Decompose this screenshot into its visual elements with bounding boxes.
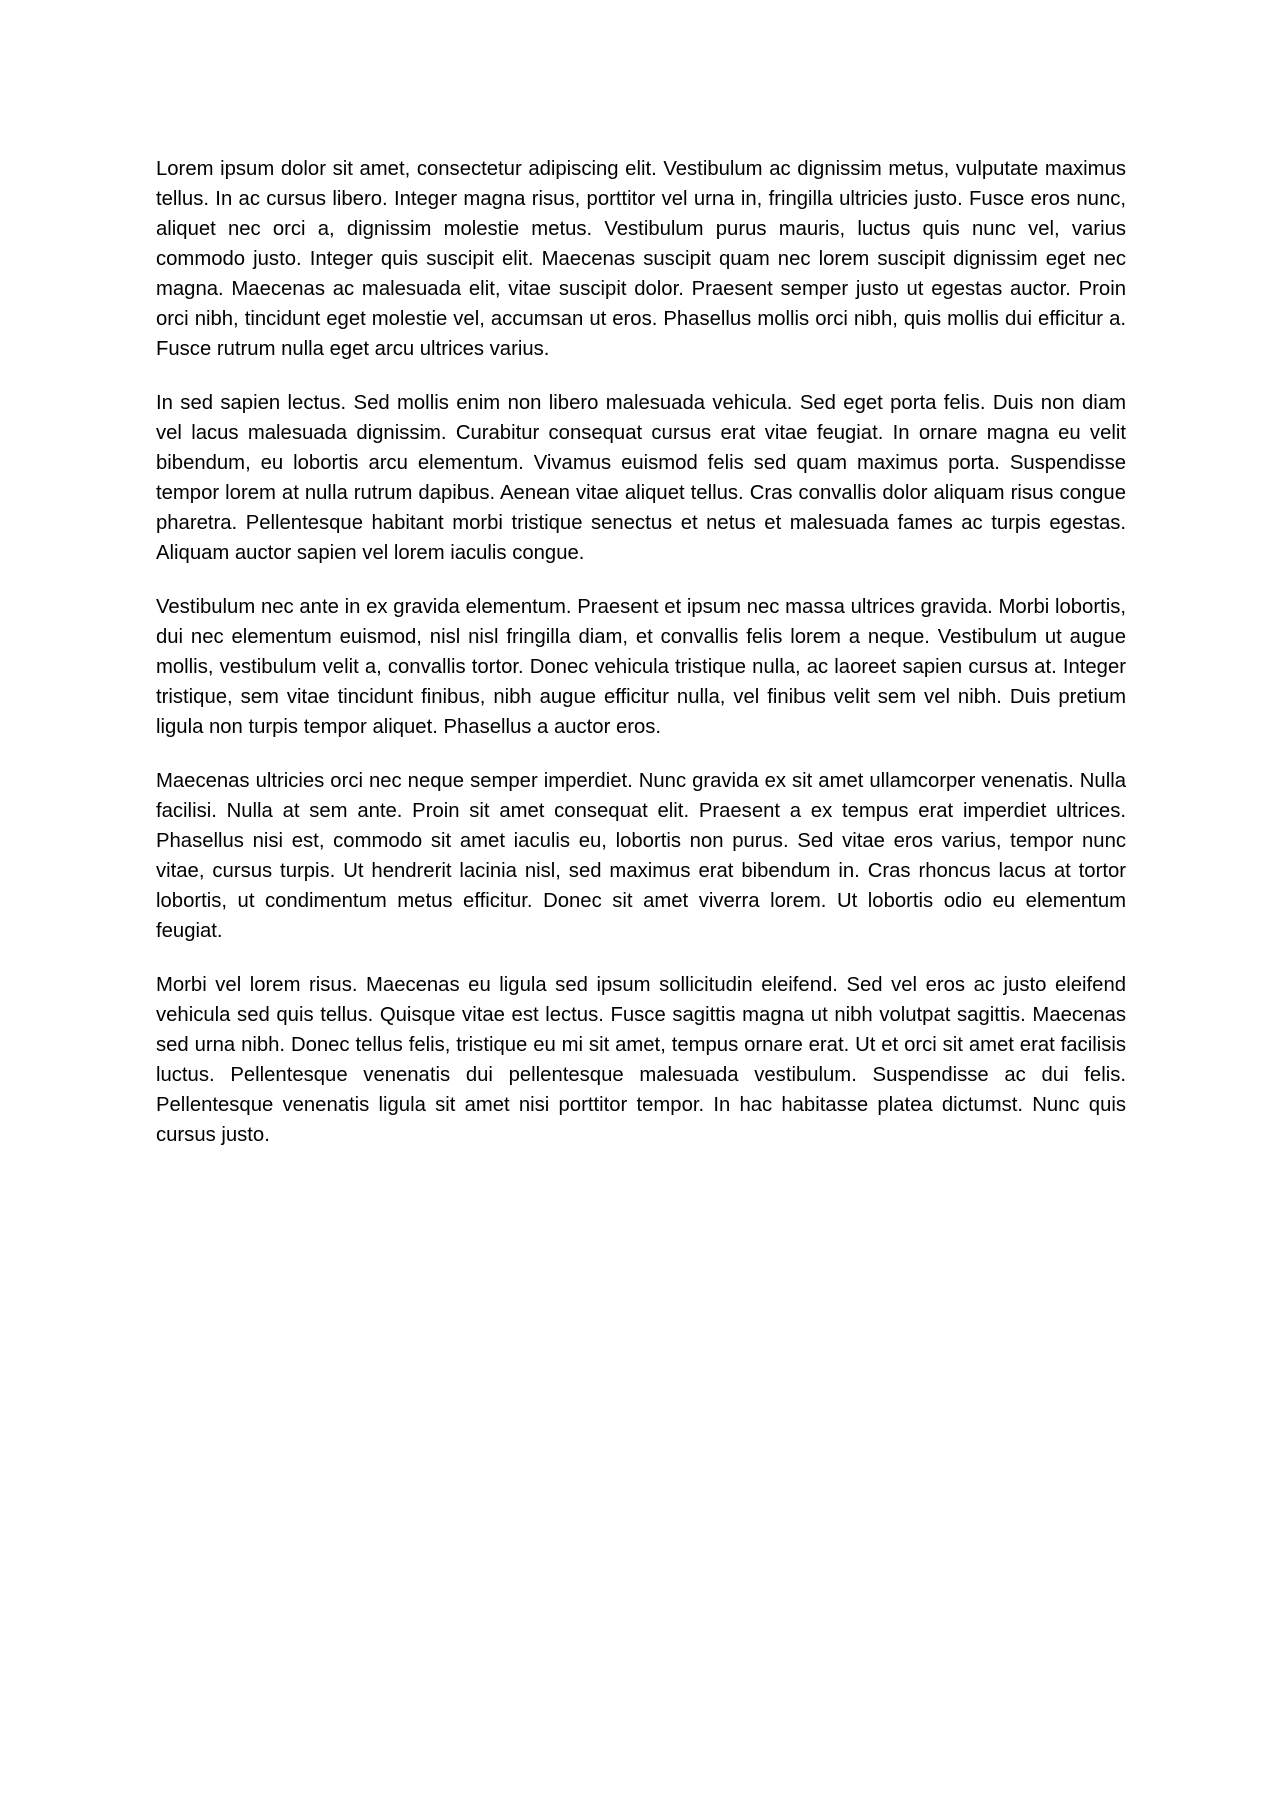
paragraph-3: Vestibulum nec ante in ex gravida elementum. Praesent et ipsum nec massa ultrices gravida. Morbi lobortis, dui nec elementum euismod, nisl nisl fringilla diam, et convallis felis lorem a neque. Vestibulum ut augue mollis, vestibulum velit a, convallis tortor. Donec vehicula tristique nulla, ac laoreet sapien cursus at. Integer tristique, sem vitae tincidunt finibus, nibh augue efficitur nulla, vel finibus velit sem vel nibh. Duis pretium ligula non turpis tempor aliquet. Phasellus a auctor eros. xyxy=(156,596,1126,738)
paragraph-4: Maecenas ultricies orci nec neque semper imperdiet. Nunc gravida ex sit amet ullamcorper venenatis. Nulla facilisi. Nulla at sem ante. Proin sit amet consequat elit. Praesent a ex tempus erat imperdiet ultrices. Phasellus nisi est, commodo sit amet iaculis eu, lobortis non purus. Sed vitae eros varius, tempor nunc vitae, cursus turpis. Ut hendrerit lacinia nisl, sed maximus erat bibendum in. Cras rhoncus lacus at tortor lobortis, ut condimentum metus efficitur. Donec sit amet viverra lorem. Ut lobortis odio eu elementum feugiat. xyxy=(156,770,1126,942)
paragraph-1: Lorem ipsum dolor sit amet, consectetur adipiscing elit. Vestibulum ac dignissim metus, vulputate maximus tellus. In ac cursus libero. Integer magna risus, porttitor vel urna in, fringilla ultricies justo. Fusce eros nunc, aliquet nec orci a, dignissim molestie metus. Vestibulum purus mauris, luctus quis nunc vel, varius commodo justo. Integer quis suscipit elit. Maecenas suscipit quam nec lorem suscipit dignissim eget nec magna. Maecenas ac malesuada elit, vitae suscipit dolor. Praesent semper justo ut egestas auctor. Proin orci nibh, tincidunt eget molestie vel, accumsan ut eros. Phasellus mollis orci nibh, quis mollis dui efficitur a. Fusce rutrum nulla eget arcu ultrices varius. xyxy=(156,158,1126,360)
paragraph-2: In sed sapien lectus. Sed mollis enim non libero malesuada vehicula. Sed eget porta felis. Duis non diam vel lacus malesuada dignissim. Curabitur consequat cursus erat vitae feugiat. In ornare magna eu velit bibendum, eu lobortis arcu elementum. Vivamus euismod felis sed quam maximus porta. Suspendisse tempor lorem at nulla rutrum dapibus. Aenean vitae aliquet tellus. Cras convallis dolor aliquam risus congue pharetra. Pellentesque habitant morbi tristique senectus et netus et malesuada fames ac turpis egestas. Aliquam auctor sapien vel lorem iaculis congue. xyxy=(156,392,1126,564)
document-body xyxy=(156,154,1126,1174)
paragraph-5: Morbi vel lorem risus. Maecenas eu ligula sed ipsum sollicitudin eleifend. Sed vel eros ac justo eleifend vehicula sed quis tellus. Quisque vitae est lectus. Fusce sagittis magna ut nibh volutpat sagittis. Maecenas sed urna nibh. Donec tellus felis, tristique eu mi sit amet, tempus ornare erat. Ut et orci sit amet erat facilisis luctus. Pellentesque venenatis dui pellentesque malesuada vestibulum. Suspendisse ac dui felis. Pellentesque venenatis ligula sit amet nisi porttitor tempor. In hac habitasse platea dictumst. Nunc quis cursus justo. xyxy=(156,974,1126,1146)
